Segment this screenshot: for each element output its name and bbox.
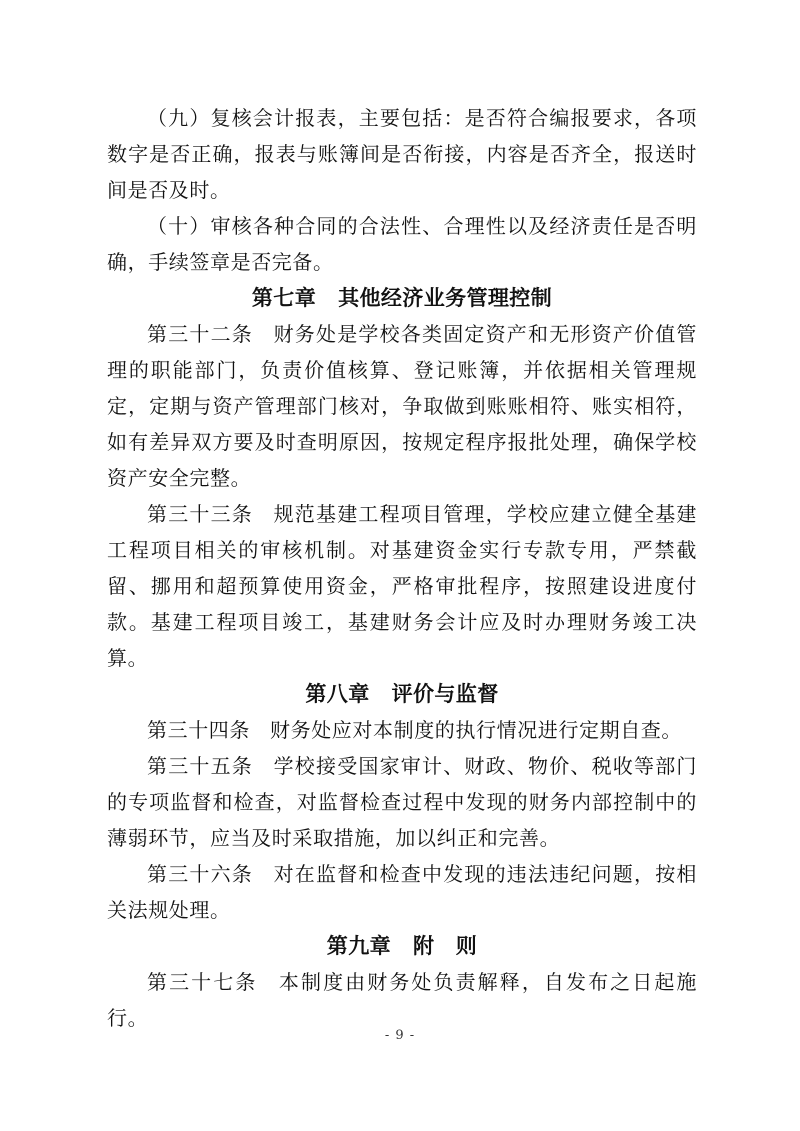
- chapter-7-heading: [107, 280, 697, 316]
- article-text: 本制度由财务处负责解释，自发布之日起施行。: [107, 970, 697, 1030]
- article-text: 对在监督和检查中发现的违法违纪问题，按相关法规处理。: [107, 862, 697, 922]
- article-number: 第三十二条: [147, 322, 253, 346]
- chapter-title: 附 则: [413, 934, 478, 958]
- body-text: [107, 100, 697, 1036]
- article-number: 第三十三条: [147, 502, 253, 526]
- chapter-9-heading: [107, 928, 697, 964]
- article-text: 规范基建工程项目管理，学校应建立健全基建工程项目相关的审核机制。对基建资金实行专款专用，严禁截留、挪用和超预算使用资金，严格审批程序，按照建设进度付款。基建工程项目竣工，基建财务会计应及时办理财务竣工决算。: [107, 502, 697, 670]
- article-text: 财务处是学校各类固定资产和无形资产价值管理的职能部门，负责价值核算、登记账簿，并依据相关管理规定，定期与资产管理部门核对，争取做到账账相符、账实相符，如有差异双方要及时查明原因，按规定程序报批处理，确保学校资产安全完整。: [107, 322, 697, 490]
- article-number: 第三十七条: [147, 970, 258, 994]
- article-text: 学校接受国家审计、财政、物价、税收等部门的专项监督和检查，对监督检查过程中发现的财务内部控制中的薄弱环节，应当及时采取措施，加以纠正和完善。: [107, 754, 697, 850]
- chapter-title: 其他经济业务管理控制: [338, 286, 553, 310]
- article-36: [107, 856, 697, 928]
- article-number: 第三十六条: [147, 862, 253, 886]
- page-number: - 9 -: [384, 1028, 416, 1043]
- article-32: [107, 316, 697, 496]
- chapter-number: 第八章: [305, 682, 370, 706]
- paragraph-item-10: （十）审核各种合同的合法性、合理性以及经济责任是否明确，手续签章是否完备。: [107, 214, 697, 274]
- article-text: 财务处应对本制度的执行情况进行定期自查。: [270, 718, 682, 742]
- article-number: 第三十五条: [147, 754, 253, 778]
- article-35: [107, 748, 697, 856]
- article-number: 第三十四条: [147, 718, 250, 742]
- chapter-number: 第七章: [251, 286, 317, 310]
- article-34: [107, 712, 697, 748]
- chapter-title: 评价与监督: [391, 682, 499, 706]
- chapter-8-heading: [107, 676, 697, 712]
- article-37: [107, 964, 697, 1036]
- paragraph-item-9: （九）复核会计报表，主要包括：是否符合编报要求，各项数字是否正确，报表与账簿间是否衔接，内容是否齐全，报送时间是否及时。: [107, 106, 697, 202]
- article-33: [107, 496, 697, 676]
- chapter-number: 第九章: [326, 934, 391, 958]
